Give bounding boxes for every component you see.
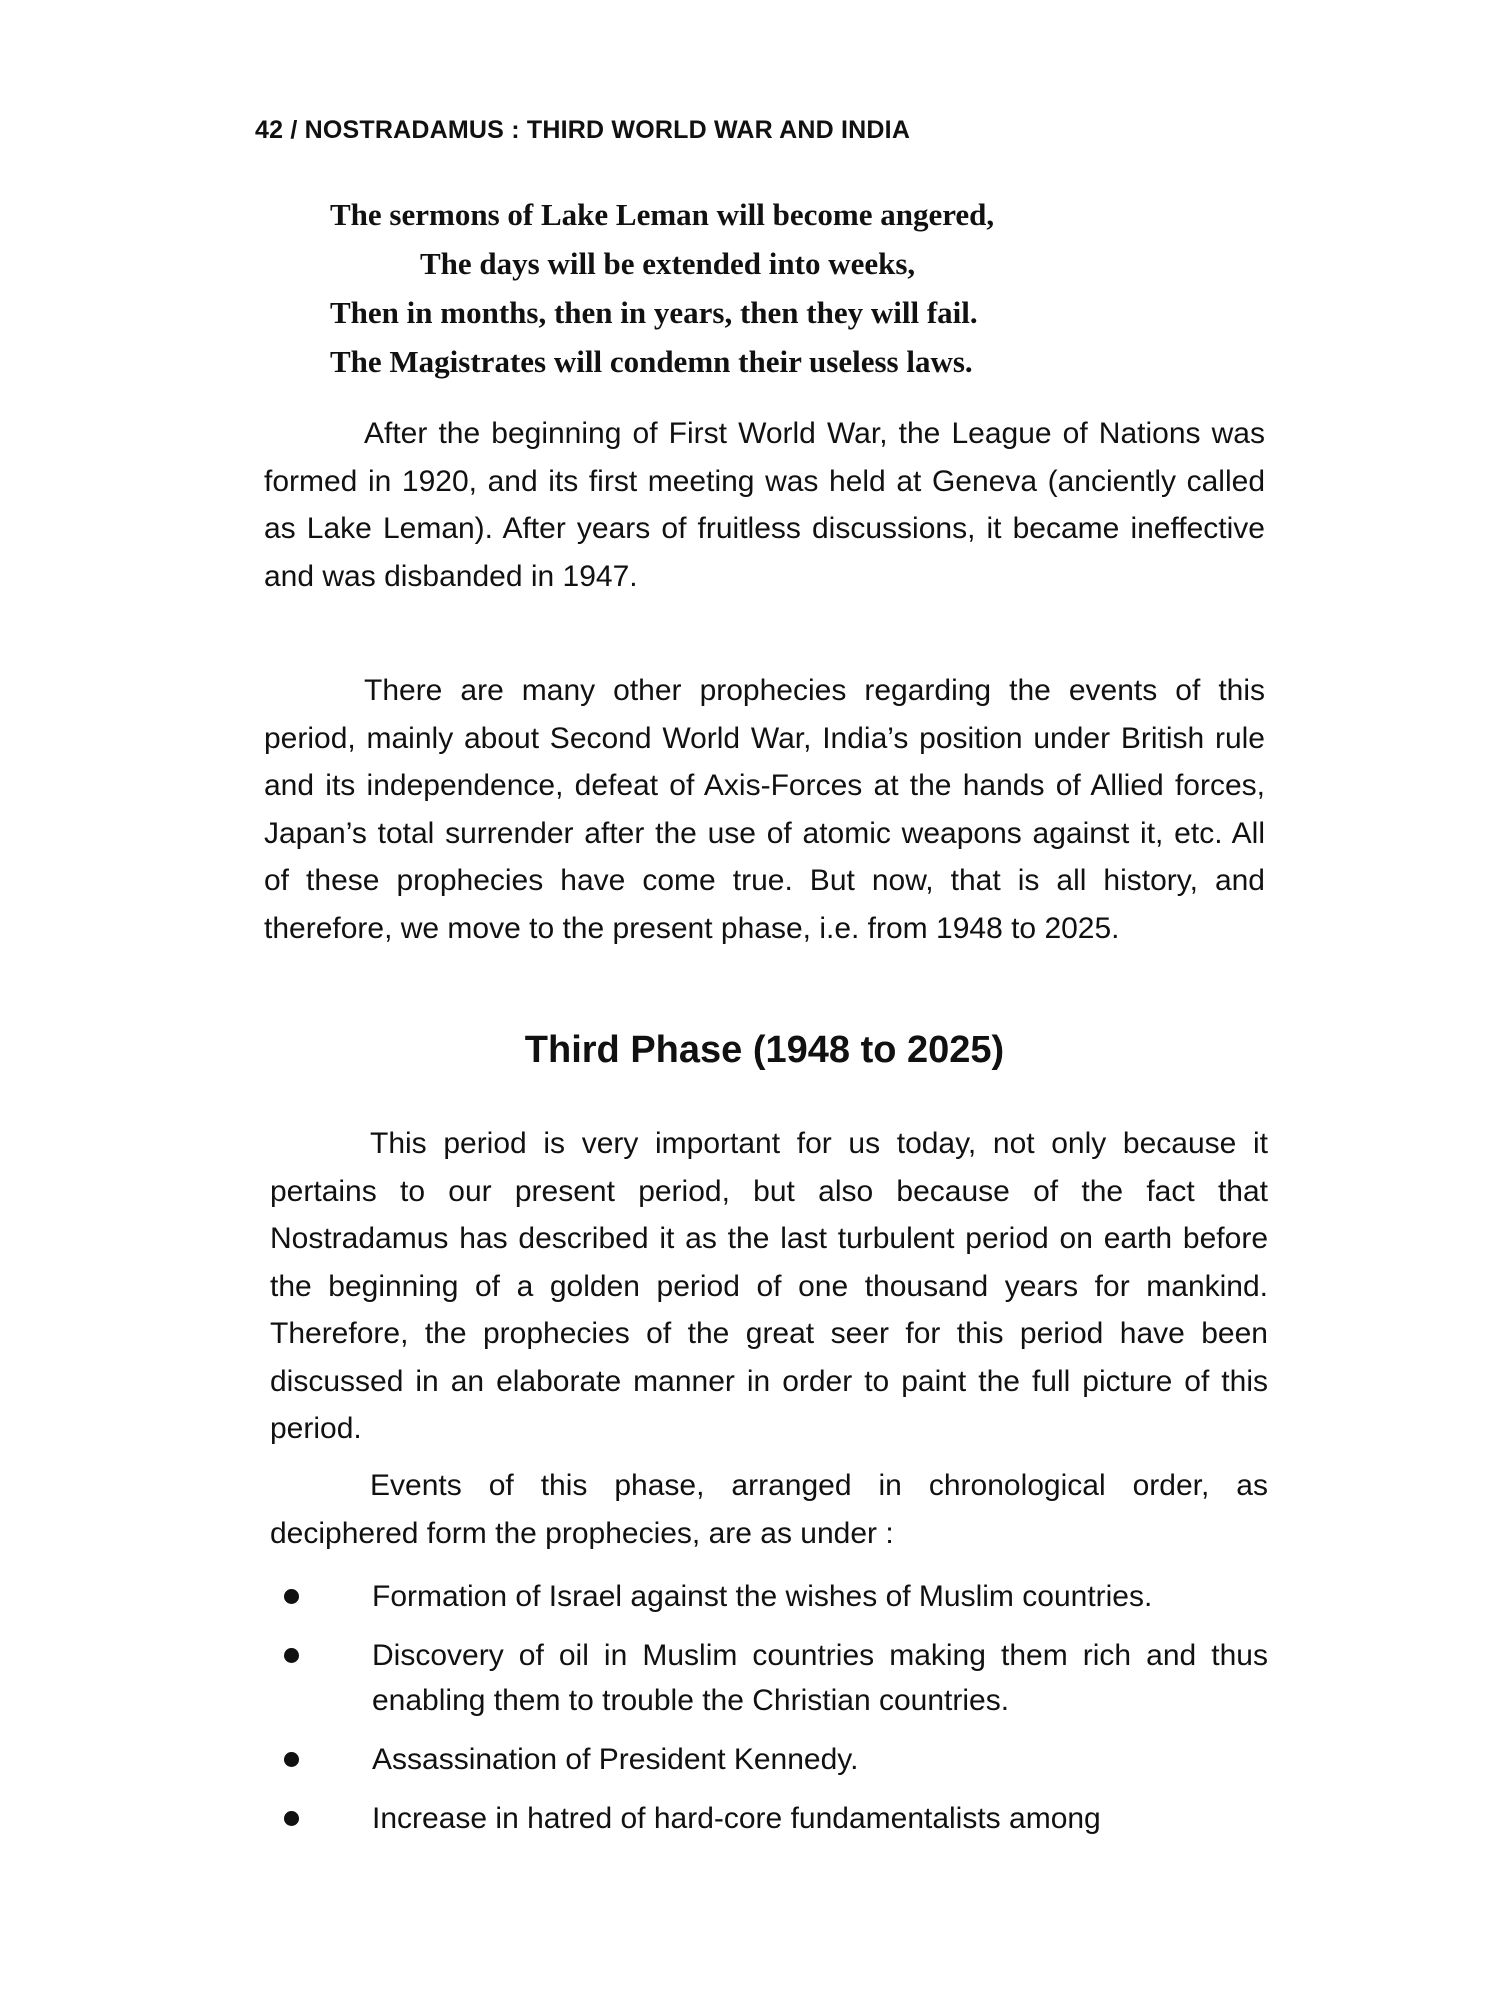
verse-line: The Magistrates will condemn their useless laws. — [330, 344, 973, 379]
list-item — [270, 1633, 1268, 1723]
running-head: 42 / NOSTRADAMUS : THIRD WORLD WAR AND INDIA — [255, 116, 911, 144]
section-heading: Third Phase (1948 to 2025) — [524, 1029, 1005, 1071]
paragraph-league-of-nations: After the beginning of First World War, the League of Nations was formed in 1920, and its first meeting was held at Geneva (anciently called as Lake Leman). After years of fruitless discussions, it became ineffective and was disbanded in 1947. — [264, 417, 1265, 593]
list-item-text: Formation of Israel against the wishes of Muslim countries. — [372, 1580, 1153, 1613]
bullet-icon — [284, 1752, 299, 1767]
verse-line: The sermons of Lake Leman will become angered, — [330, 197, 995, 232]
paragraph-events-intro: Events of this phase, arranged in chronological order, as deciphered form the prophecies, are as under : — [270, 1469, 1268, 1550]
verse-line: The days will be extended into weeks, — [420, 246, 916, 281]
verse-line: Then in months, then in years, then they will fail. — [330, 295, 978, 330]
verse-quatrain — [330, 190, 1230, 386]
list-item-text: Increase in hatred of hard-core fundamentalists among — [372, 1802, 1101, 1835]
list-item-text: Assassination of President Kennedy. — [372, 1743, 859, 1776]
list-item — [270, 1737, 1268, 1782]
bullet-icon — [284, 1648, 299, 1663]
events-bullet-list — [270, 1574, 1268, 1855]
paragraph-other-prophecies: There are many other prophecies regarding the events of this period, mainly about Second World War, India’s position under British rule and its independence, defeat of Axis-Forces at the hands of Allied forces, Japan’s total surrender after the use of atomic weapons against it, etc. All of these prophecies have come true. But now, that is all history, and therefore, we move to the present phase, i.e. from 1948 to 2025. — [264, 674, 1265, 945]
paragraph-third-phase-intro: This period is very important for us today, not only because it pertains to our present period, but also because of the fact that Nostradamus has described it as the last turbulent period on earth before the beginning of a golden period of one thousand years for mankind. Therefore, the prophecies of the great seer for this period have been discussed in an elaborate manner in order to paint the full picture of this period. — [270, 1127, 1268, 1445]
bullet-icon — [284, 1811, 299, 1826]
bullet-icon — [284, 1589, 299, 1604]
list-item — [270, 1796, 1268, 1841]
list-item — [270, 1574, 1268, 1619]
list-item-text: Discovery of oil in Muslim countries making them rich and thus enabling them to trouble the Christian countries. — [372, 1639, 1268, 1717]
